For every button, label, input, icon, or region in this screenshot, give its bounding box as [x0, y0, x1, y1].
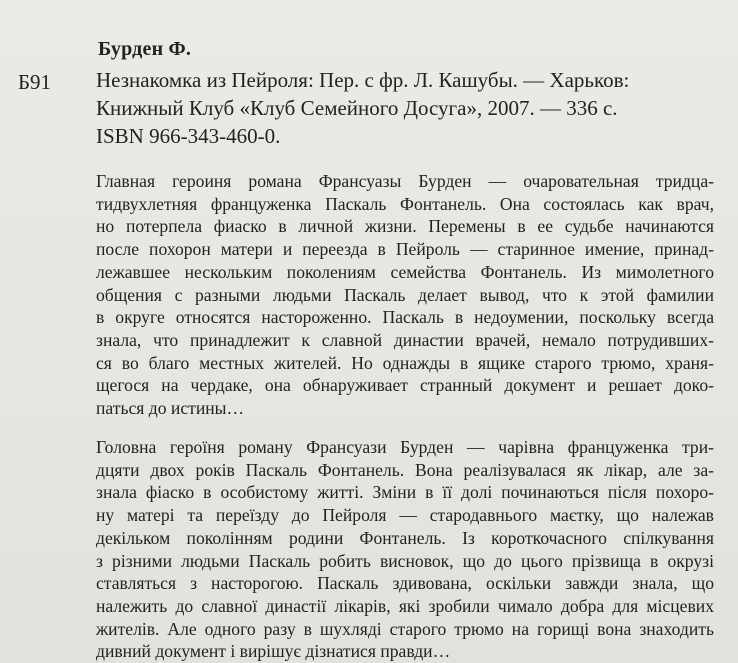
abstract-line: в округе относятся настороженно. Паскаль в недоумении, поскольку всегда [96, 307, 714, 328]
abstract-line: належить до славної династії лікарів, які зробили чимало добра для місцевих [96, 595, 714, 616]
abstract-line: щегося на чердаке, она обнаруживает странный документ и решает доко- [96, 375, 714, 396]
author-heading: Бурден Ф. [98, 38, 192, 60]
abstract-line: Главная героиня романа Франсуазы Бурден — очаровательная тридца- [96, 171, 714, 191]
abstract-line: лежавшее нескольким поколениям семейства Фонтанель. Из мимолетного [96, 261, 714, 282]
abstract-ukrainian [96, 436, 714, 663]
abstract-line: тидвухлетняя француженка Паскаль Фонтанель. Она состоялась как врач, [96, 193, 714, 214]
isbn-line: ISBN 966-343-460-0. [96, 124, 281, 148]
abstract-line: дцяти двох років Паскаль Фонтанель. Вона реалізувалася як лікар, але за- [96, 459, 714, 480]
abstract-line: ся во благо местных жителей. Но однажды в ящике старого трюмо, храня- [96, 352, 714, 373]
abstract-line: паться до истины… [96, 398, 245, 419]
abstract-line: дивний документ і вирішує дізнатися правди… [96, 641, 451, 662]
biblio-line: Незнакомка из Пейроля: Пер. с фр. Л. Кашубы. — Харьков: [96, 68, 630, 92]
abstract-line: после похорон матери и переезда в Пейроль — старинное имение, принад- [96, 239, 714, 260]
biblio-line: Книжный Клуб «Клуб Семейного Досуга», 2007. — 336 с. [96, 96, 618, 120]
abstract-line: знала фіаско в особистому житті. Зміни в її долі починаються після похоро- [96, 482, 714, 503]
abstract-line: ставляться з насторогою. Паскаль здивована, оскільки завжди знала, що [96, 573, 714, 594]
abstract-line: з різними людьми Паскаль робить висновок, що до цього прізвища в окрузі [96, 550, 714, 571]
abstract-line: ну матері та переїзду до Пейроля — стародавнього маєтку, що належав [96, 505, 714, 526]
abstract-line: но потерпела фиаско в личной жизни. Перемены в ее судьбе начинаются [96, 216, 714, 237]
abstract-russian [96, 170, 714, 420]
classification-code: Б91 [18, 70, 52, 94]
abstract-line: знала, что принадлежит к славной династии врачей, немало потрудивших- [96, 329, 714, 350]
abstract-line: общения с разными людьми Паскаль делает вывод, что к этой фамилии [96, 284, 714, 305]
abstract-line: декільком поколінням родини Фонтанель. Із короткочасного спілкування [96, 527, 714, 548]
abstract-line: жителів. Але одного разу в шухляді старого трюмо на горищі вона знаходить [96, 618, 714, 639]
bibliographic-description [96, 66, 720, 150]
abstract-line: Головна героїня роману Франсуази Бурден — чарівна француженка три- [96, 437, 714, 457]
